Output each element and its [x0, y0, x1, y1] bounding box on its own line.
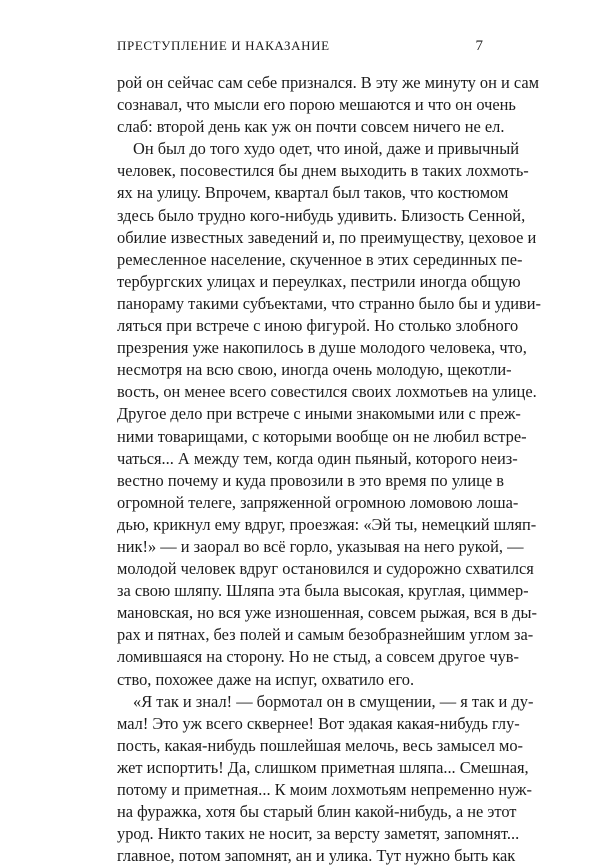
- text-line: рах и пятнах, без полей и самым безобразнейшим углом за-: [117, 625, 534, 645]
- text-line: потому и приметная... К моим лохмотьям непременно нуж-: [117, 780, 532, 799]
- text-line: ях на улицу. Впрочем, квартал был таков, что костюмом: [117, 183, 509, 203]
- text-line: «Я так и знал! — бормотал он в смущении, — я так и ду-: [133, 691, 534, 711]
- text-line: Он был до того худо одет, что иной, даже и привычный: [133, 139, 519, 159]
- text-line: урод. Никто таких не носит, за версту заметят, запомнят...: [117, 824, 520, 844]
- text-line: человек, посовестился бы днем выходить в таких лохмоть-: [117, 161, 529, 181]
- text-line: сознавал, что мысли его порою мешаются и что он очень: [117, 95, 516, 115]
- text-line: мановская, но вся уже изношенная, совсем рыжая, вся в ды-: [117, 603, 537, 623]
- text-line: Другое дело при встрече с иными знакомыми или с преж-: [117, 404, 521, 424]
- running-header: [117, 38, 483, 58]
- text-line: слаб: второй день как уж он почти совсем ничего не ел.: [117, 117, 505, 137]
- text-line: молодой человек вдруг остановился и судорожно схватился: [117, 559, 534, 579]
- text-line: ляться при встрече с иною фигурой. Но столько злобного: [117, 316, 519, 336]
- text-line: здесь было трудно кого-нибудь удивить. Близость Сенной,: [117, 205, 526, 225]
- text-line: дью, крикнул ему вдруг, проезжая: «Эй ты, немецкий шляп-: [117, 514, 537, 534]
- text-line: ство, похожее даже на испуг, охватило его.: [117, 669, 415, 689]
- page-number: 7: [475, 38, 483, 54]
- text-line: ними товарищами, с которыми вообще он не любил встре-: [117, 426, 527, 446]
- text-line: вость, он менее всего совестился своих лохмотьев на улице.: [117, 382, 537, 402]
- text-line: ремесленное население, скученное в этих серединных пе-: [117, 249, 523, 269]
- body-text: [117, 72, 542, 867]
- text-line: главное, потом запомнят, ан и улика. Тут нужно быть как: [117, 846, 516, 866]
- book-title: ПРЕСТУПЛЕНИЕ И НАКАЗАНИЕ: [117, 38, 330, 53]
- text-line: за свою шляпу. Шляпа эта была высокая, круглая, циммер-: [117, 581, 529, 601]
- text-line: на фуражка, хотя бы старый блин какой-нибудь, а не этот: [117, 802, 517, 822]
- text-line: вестно почему и куда провозили в это время по улице в: [117, 470, 505, 490]
- text-line: мал! Это уж всего сквернее! Вот эдакая какая-нибудь глу-: [117, 713, 520, 733]
- text-line: панораму такими субъектами, что странно было бы и удиви-: [117, 293, 542, 313]
- text-line: презрения уже накопилось в душе молодого человека, что,: [117, 338, 527, 358]
- text-line: несмотря на всю свою, иногда очень молодую, щекотли-: [117, 360, 512, 380]
- text-line: чаться... А между тем, когда один пьяный, которого неиз-: [117, 448, 518, 468]
- text-line: огромной телеге, запряженной огромною ломовою лоша-: [117, 492, 519, 512]
- text-line: ник!» — и заорал во всё горло, указывая на него рукой, —: [117, 536, 524, 556]
- text-line: ломившаяся на сторону. Но не стыд, а совсем другое чув-: [117, 647, 519, 667]
- text-line: тербургских улицах и переулках, пестрили иногда общую: [117, 271, 521, 291]
- text-line: пость, какая-нибудь пошлейшая мелочь, весь замысел мо-: [117, 735, 524, 755]
- text-line: жет испортить! Да, слишком приметная шляпа... Смешная,: [117, 757, 529, 777]
- text-line: рой он сейчас сам себе признался. В эту же минуту он и сам: [117, 73, 539, 92]
- text-line: обилие известных заведений и, по преимуществу, цеховое и: [117, 227, 537, 247]
